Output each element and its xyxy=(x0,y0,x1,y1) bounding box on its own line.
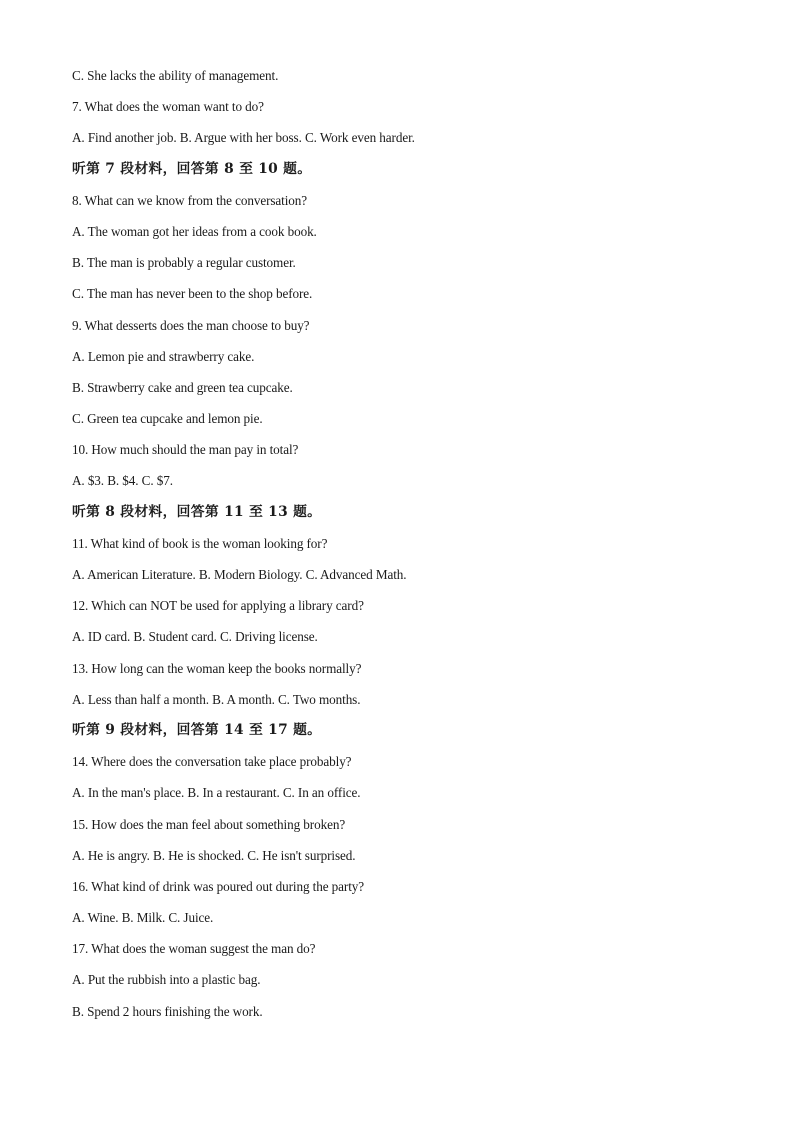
answer-option: B. Spend 2 hours finishing the work. xyxy=(72,1003,263,1019)
answer-option: C. The man has never been to the shop before. xyxy=(72,286,313,302)
answer-option: A. Wine. B. Milk. C. Juice. xyxy=(72,910,214,926)
answer-option: B. The man is probably a regular customer. xyxy=(72,255,296,271)
answer-option: A. Find another job. B. Argue with her boss. C. Work even harder. xyxy=(72,130,415,146)
question-text: 17. What does the woman suggest the man do? xyxy=(72,941,316,957)
question-text: 15. How does the man feel about something broken? xyxy=(72,816,346,832)
section-heading: 听第 9 段材料，回答第 14 至 17 题。 xyxy=(72,721,322,738)
answer-option: A. In the man's place. B. In a restaurant. C. In an office. xyxy=(72,785,361,801)
question-text: 11. What kind of book is the woman looking for? xyxy=(72,535,328,551)
question-text: 12. Which can NOT be used for applying a library card? xyxy=(72,598,364,614)
answer-option: C. Green tea cupcake and lemon pie. xyxy=(72,411,263,427)
answer-option: A. American Literature. B. Modern Biology. C. Advanced Math. xyxy=(72,567,407,582)
answer-option: A. Lemon pie and strawberry cake. xyxy=(72,348,255,364)
question-text: 9. What desserts does the man choose to buy? xyxy=(72,317,310,333)
answer-option: A. ID card. B. Student card. C. Driving license. xyxy=(72,629,318,645)
question-text: 13. How long can the woman keep the books normally? xyxy=(72,660,362,676)
question-text: 14. Where does the conversation take place probably? xyxy=(72,754,352,770)
answer-option: A. Put the rubbish into a plastic bag. xyxy=(72,972,261,988)
answer-option: C. She lacks the ability of management. xyxy=(72,68,279,83)
answer-option: A. Less than half a month. B. A month. C. Two months. xyxy=(72,691,361,707)
answer-option: A. The woman got her ideas from a cook book. xyxy=(72,223,317,239)
question-text: 8. What can we know from the conversation? xyxy=(72,192,308,208)
document-page xyxy=(72,60,732,1027)
section-heading: 听第 7 段材料，回答第 8 至 10 题。 xyxy=(72,160,312,177)
question-text: 10. How much should the man pay in total? xyxy=(72,442,299,458)
question-text: 7. What does the woman want to do? xyxy=(72,99,264,115)
answer-option: A. $3. B. $4. C. $7. xyxy=(72,473,173,489)
answer-option: B. Strawberry cake and green tea cupcake. xyxy=(72,379,293,395)
section-heading: 听第 8 段材料，回答第 11 至 13 题。 xyxy=(72,503,322,520)
answer-option: A. He is angry. B. He is shocked. C. He isn't surprised. xyxy=(72,847,356,863)
question-text: 16. What kind of drink was poured out during the party? xyxy=(72,878,365,894)
